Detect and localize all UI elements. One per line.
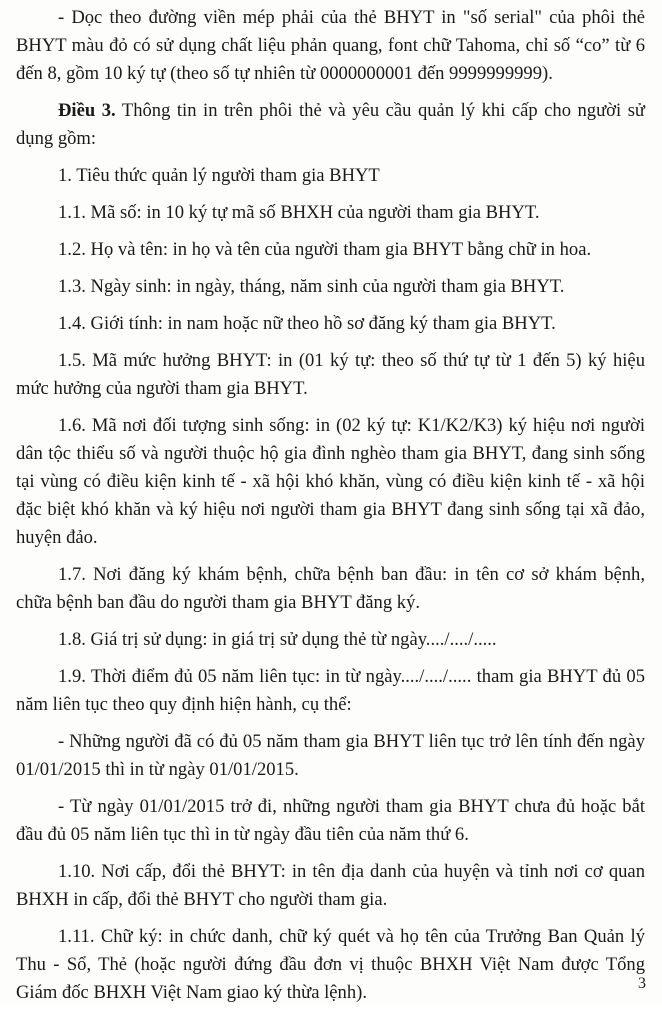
paragraph-1-6: 1.6. Mã nơi đối tượng sinh sống: in (02 ký tự: K1/K2/K3) ký hiệu nơi người dân tộc thiểu số và người thuộc hộ gia đình nghèo tham gia BHYT, đang sinh sống tại vùng có điều kiện kinh tế - xã hội khó khăn, vùng có điều kiện kinh tế - xã hội đặc biệt khó khăn và ký hiệu nơi người tham gia BHYT đang sinh sống tại xã đảo, huyện đảo. (16, 415, 645, 548)
paragraph-1-9-b: - Từ ngày 01/01/2015 trở đi, những người tham gia BHYT chưa đủ hoặc bắt đầu đủ 05 năm liên tục thì in từ ngày đầu tiên của năm thứ 6. (16, 796, 645, 845)
paragraph-1-3: 1.3. Ngày sinh: in ngày, tháng, năm sinh của người tham gia BHYT. (58, 276, 565, 297)
paragraph-1-2: 1.2. Họ và tên: in họ và tên của người tham gia BHYT bằng chữ in hoa. (58, 239, 592, 260)
paragraph-1-9-a: - Những người đã có đủ 05 năm tham gia BHYT liên tục trở lên tính đến ngày 01/01/2015 thì in từ ngày 01/01/2015. (16, 731, 645, 780)
paragraph-1-4: 1.4. Giới tính: in nam hoặc nữ theo hồ sơ đăng ký tham gia BHYT. (58, 313, 556, 334)
paragraph-1-9: 1.9. Thời điểm đủ 05 năm liên tục: in từ ngày..../..../..... tham gia BHYT đủ 05 năm liên tục theo quy định hiện hành, cụ thể: (16, 666, 645, 715)
paragraph-1-10: 1.10. Nơi cấp, đổi thẻ BHYT: in tên địa danh của huyện và tỉnh nơi cơ quan BHXH in cấp, đổi thẻ BHYT cho người tham gia. (16, 861, 645, 910)
article-text: Thông tin in trên phôi thẻ và yêu cầu quản lý khi cấp cho người sử dụng gồm: (16, 100, 646, 149)
paragraph-1: 1. Tiêu thức quản lý người tham gia BHYT (58, 165, 380, 186)
paragraph-serial-number: - Dọc theo đường viền mép phải của thẻ BHYT in "số serial" của phôi thẻ BHYT màu đỏ có sử dụng chất liệu phản quang, font chữ Tahoma, chỉ số “co” từ 6 đến 8, gồm 10 ký tự (theo số tự nhiên từ 0000000001 đến 9999999999). (16, 7, 645, 84)
paragraph-1-7: 1.7. Nơi đăng ký khám bệnh, chữa bệnh ban đầu: in tên cơ sở khám bệnh, chữa bệnh ban đầu do người tham gia BHYT đăng ký. (16, 564, 645, 613)
paragraph-1-8: 1.8. Giá trị sử dụng: in giá trị sử dụng thẻ từ ngày..../..../..... (58, 629, 497, 650)
article-label: Điều 3. (58, 100, 116, 121)
document-body (16, 4, 645, 1016)
paragraph-1-1: 1.1. Mã số: in 10 ký tự mã số BHXH của người tham gia BHYT. (58, 202, 540, 223)
paragraph-1-5: 1.5. Mã mức hưởng BHYT: in (01 ký tự: theo số thứ tự từ 1 đến 5) ký hiệu mức hưởng của người tham gia BHYT. (16, 350, 645, 399)
paragraph-dieu-3 (16, 97, 645, 153)
page-number: 3 (638, 975, 646, 992)
paragraph-1-11: 1.11. Chữ ký: in chức danh, chữ ký quét và họ tên của Trưởng Ban Quản lý Thu - Sổ, Thẻ (hoặc người đứng đầu đơn vị thuộc BHXH Việt Nam được Tổng Giám đốc BHXH Việt Nam giao ký thừa lệnh). (16, 926, 645, 1003)
